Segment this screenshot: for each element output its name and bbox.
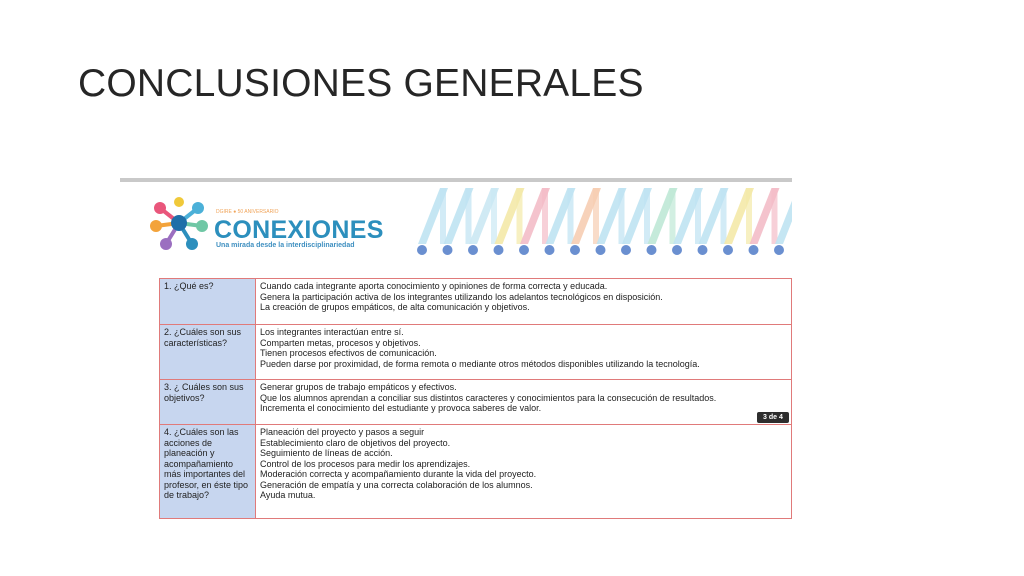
conexiones-logo-icon bbox=[148, 194, 210, 252]
info-table bbox=[159, 278, 792, 519]
answer-line: Ayuda mutua. bbox=[260, 490, 316, 500]
top-divider bbox=[120, 178, 792, 182]
question-cell bbox=[160, 279, 256, 325]
question-text: 1. ¿Qué es? bbox=[164, 281, 214, 291]
answer-cell bbox=[256, 325, 792, 380]
answer-cell bbox=[256, 279, 792, 325]
answer-line: Generar grupos de trabajo empáticos y efectivos. bbox=[260, 382, 457, 392]
question-text: 2. ¿Cuáles son sus características? bbox=[164, 327, 242, 348]
table-row bbox=[160, 325, 792, 380]
brand-anniversary: DGIRE ● 50 ANIVERSARIO bbox=[216, 209, 279, 215]
answer-line: Control de los procesos para medir los aprendizajes. bbox=[260, 458, 471, 469]
brand-tagline: Una mirada desde la interdisciplinariedad bbox=[216, 242, 355, 249]
answer-line: Pueden darse por proximidad, de forma remota o mediante otros métodos disponibles utilizando la tecnología. bbox=[260, 358, 700, 369]
spiral-binding-decoration-icon bbox=[410, 186, 792, 258]
answer-line: Los integrantes interactúan entre sí. bbox=[260, 327, 404, 337]
embedded-image bbox=[120, 178, 792, 520]
question-cell bbox=[160, 425, 256, 519]
answer-line: Seguimiento de líneas de acción. bbox=[260, 448, 393, 458]
table-row bbox=[160, 380, 792, 425]
table-row bbox=[160, 279, 792, 325]
brand-name: CONEXIONES bbox=[214, 216, 384, 244]
question-text: 3. ¿ Cuáles son sus objetivos? bbox=[164, 382, 244, 403]
answer-line: Incrementa el conocimiento del estudiante y provoca saberes de valor. bbox=[260, 403, 542, 413]
table-row bbox=[160, 425, 792, 519]
answer-line: Que los alumnos aprendan a conciliar sus distintos caracteres y conocimientos para la consecución de resultados. bbox=[260, 392, 717, 403]
question-cell bbox=[160, 380, 256, 425]
answer-line: Generación de empatía y una correcta colaboración de los alumnos. bbox=[260, 479, 533, 490]
answer-line: Planeación del proyecto y pasos a seguir bbox=[260, 427, 425, 437]
answer-line: Establecimiento claro de objetivos del proyecto. bbox=[260, 437, 451, 448]
slide-title: CONCLUSIONES GENERALES bbox=[78, 62, 644, 105]
answer-line: Moderación correcta y acompañamiento durante la vida del proyecto. bbox=[260, 469, 537, 479]
answer-cell bbox=[256, 380, 792, 425]
answer-line: Comparten metas, procesos y objetivos. bbox=[260, 337, 421, 348]
answer-line: Tienen procesos efectivos de comunicación. bbox=[260, 348, 437, 358]
page-indicator-badge: 3 de 4 bbox=[757, 412, 789, 423]
answer-line: Cuando cada integrante aporta conocimiento y opiniones de forma correcta y educada. bbox=[260, 281, 608, 291]
question-text: 4. ¿Cuáles son las acciones de planeación y acompañamiento más importantes del profesor, en éste tipo de trabajo? bbox=[164, 427, 249, 500]
answer-line: Genera la participación activa de los integrantes utilizando los adelantos tecnológicos en disposición. bbox=[260, 291, 663, 302]
answer-cell bbox=[256, 425, 792, 519]
question-cell bbox=[160, 325, 256, 380]
answer-line: La creación de grupos empáticos, de alta comunicación y objetivos. bbox=[260, 302, 530, 312]
